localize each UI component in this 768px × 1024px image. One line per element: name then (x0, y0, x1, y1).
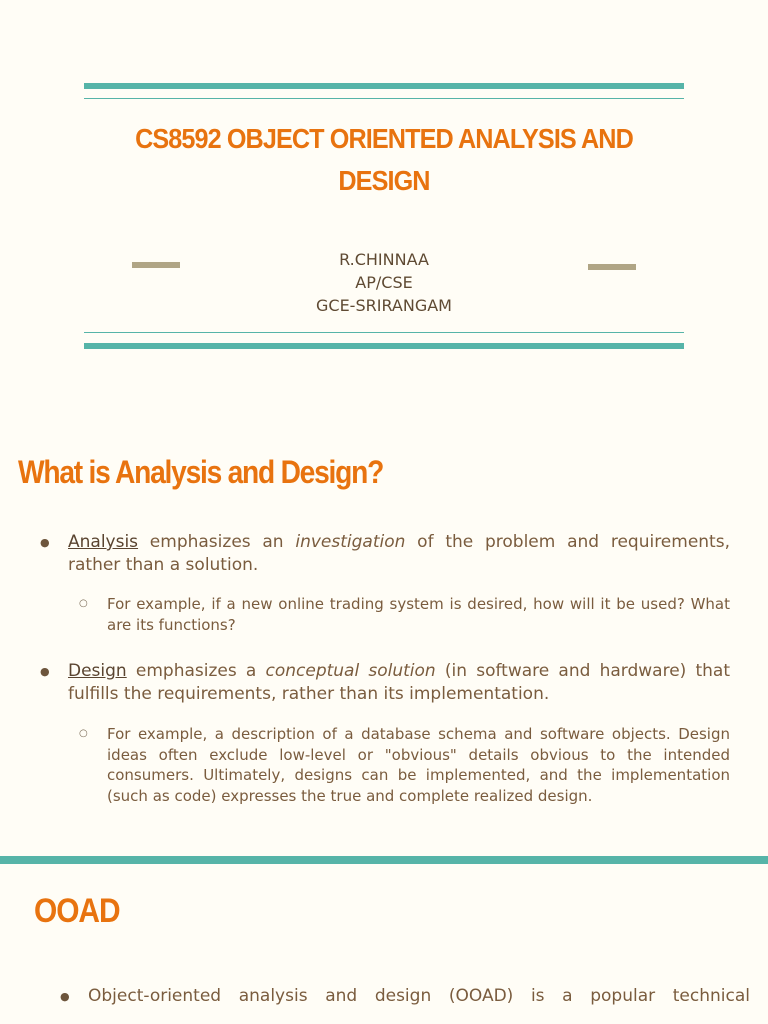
term-analysis: Analysis (68, 532, 139, 552)
term-design: Design (68, 661, 127, 681)
text: emphasizes a (126, 661, 266, 681)
left-dash-decoration (132, 262, 180, 268)
course-title: CS8592 OBJECT ORIENTED ANALYSIS AND DESIGN (135, 123, 633, 196)
text: (in software and hardware) that fulfills the requirements, rather than its implementation. (68, 661, 730, 704)
emphasis-investigation: investigation (295, 532, 406, 552)
bottom-thick-rule (84, 343, 684, 349)
slide-title-ooad: OOAD (34, 892, 120, 930)
text: emphasizes an (138, 532, 296, 552)
author-block (200, 248, 568, 317)
title-slide (0, 0, 768, 410)
author-role: AP/CSE (355, 273, 413, 292)
slide-title: What is Analysis and Design? (18, 454, 384, 490)
sub-bullet-design-example: ○ For example, a description of a database schema and software objects. Design ideas often exclude low-level or "obvious" details obvious to the intended consumers. Ultimately, designs can be implemented, and the implementation (such as code) expresses the true and complete realized design. (107, 724, 730, 806)
text: of the problem and requirements, rather than a solution. (68, 532, 730, 575)
sub-bullet-analysis-example: ○ For example, if a new online trading system is desired, how will it be used? What are its functions? (107, 594, 730, 635)
bullet-ooad-definition: ● Object-oriented analysis and design (OOAD) is a popular technical (88, 985, 750, 1008)
slide-divider (0, 856, 768, 864)
author-institution: GCE-SRIRANGAM (316, 296, 452, 315)
bullet-design (68, 660, 730, 706)
bottom-thin-rule (84, 332, 684, 333)
emphasis-conceptual-solution: conceptual solution (265, 661, 436, 681)
top-thin-rule (84, 98, 684, 99)
bullet-analysis (68, 531, 730, 577)
right-dash-decoration (588, 264, 636, 270)
author-name: R.CHINNAA (339, 250, 429, 269)
top-thick-rule (84, 83, 684, 89)
